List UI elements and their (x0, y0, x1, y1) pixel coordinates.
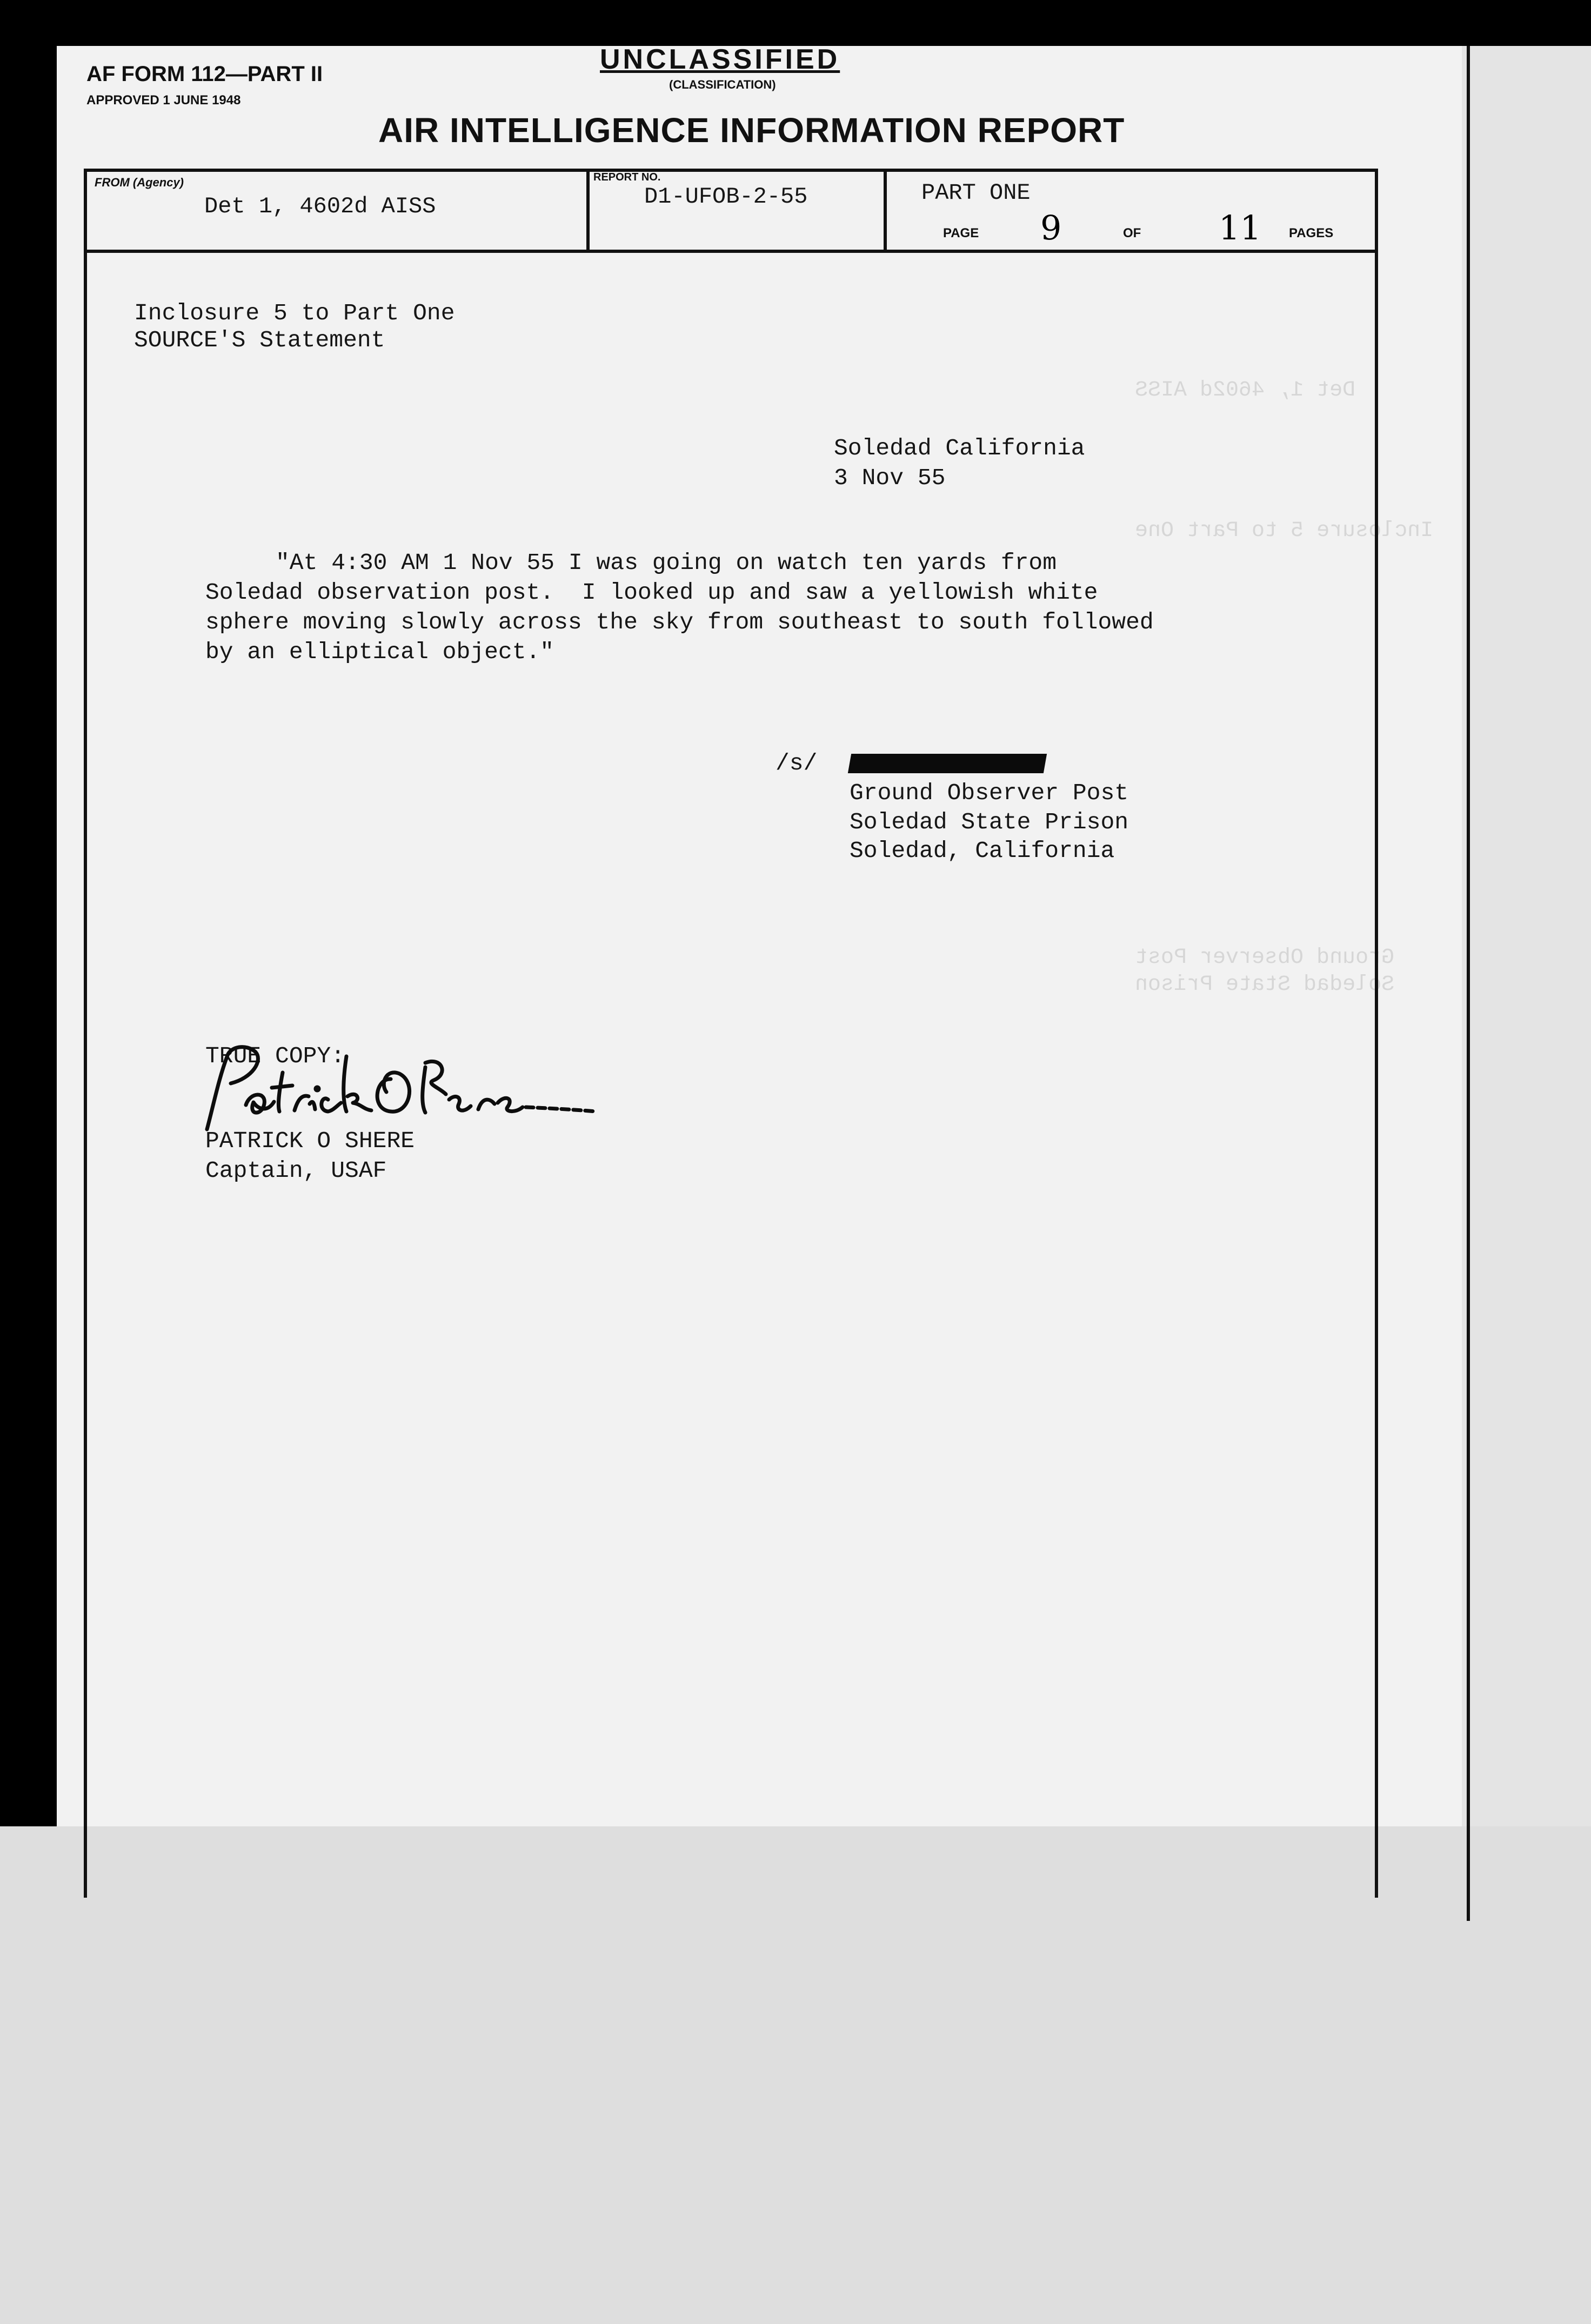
bleed-line: Ground Observer Post (1135, 946, 1395, 970)
part-label: PART ONE (921, 180, 1031, 206)
report-number-label: REPORT NO. (593, 171, 661, 183)
bleed-line: Soledad State Prison (1135, 973, 1395, 997)
header-divider (586, 169, 590, 250)
report-number: D1-UFOB-2-55 (644, 184, 808, 210)
affiliation-line: Ground Observer Post (850, 780, 1129, 806)
bleed-line: Det 1, 4602d AISS (1135, 378, 1356, 403)
pages-label: PAGES (1289, 226, 1334, 240)
officer-name: PATRICK O SHERE (205, 1128, 415, 1154)
source-statement-heading: SOURCE'S Statement (134, 327, 385, 353)
statement-line: "At 4:30 AM 1 Nov 55 I was going on watch ten yards from (276, 550, 1057, 576)
true-copy-label: TRUE COPY: (205, 1043, 345, 1069)
from-agency: Det 1, 4602d AISS (204, 193, 436, 219)
classification-label: (CLASSIFICATION) (669, 78, 776, 91)
total-pages: 11 (1219, 208, 1261, 247)
statement-date: 3 Nov 55 (834, 465, 946, 491)
form-frame (84, 169, 1378, 1898)
statement-location: Soledad California (834, 435, 1085, 461)
inclosure-line: Inclosure 5 to Part One (134, 300, 455, 326)
page-number: 9 (1040, 208, 1062, 247)
from-label: FROM (Agency) (95, 176, 184, 189)
statement-line: by an elliptical object." (205, 639, 554, 665)
handwritten-signature (192, 1040, 603, 1137)
report-title: AIR INTELLIGENCE INFORMATION REPORT (378, 111, 1125, 150)
lower-page-margin (0, 1826, 1591, 2324)
affiliation-line: Soledad State Prison (850, 809, 1129, 835)
officer-rank: Captain, USAF (205, 1157, 387, 1184)
form-approval-date: APPROVED 1 JUNE 1948 (86, 93, 241, 108)
affiliation-line: Soledad, California (850, 838, 1115, 864)
classification-stamp: UNCLASSIFIED (600, 44, 840, 75)
redaction-bar (848, 754, 1047, 773)
signed-prefix: /s/ (776, 750, 818, 776)
page-label: PAGE (943, 226, 979, 240)
of-label: OF (1123, 226, 1141, 240)
header-divider (884, 169, 887, 250)
form-id: AF FORM 112—PART II (86, 62, 323, 86)
bleed-line: Inclosure 5 to Part One (1135, 519, 1434, 543)
statement-line: Soledad observation post. I looked up and saw a yellowish white (205, 579, 1098, 606)
statement-line: sphere moving slowly across the sky from southeast to south followed (205, 609, 1154, 635)
